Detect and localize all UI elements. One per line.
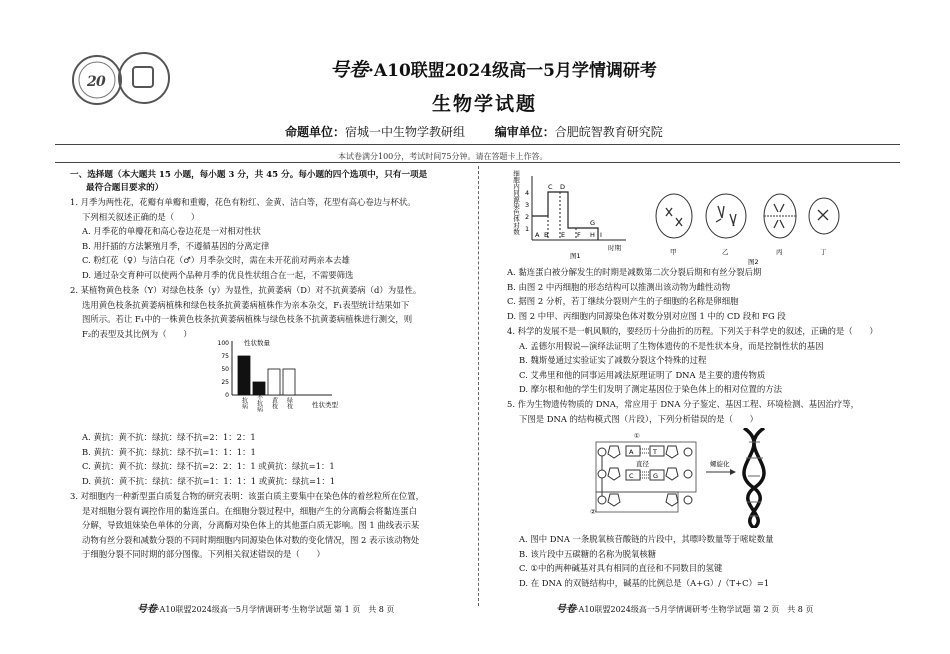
cell-label: 丙	[776, 248, 783, 256]
q2-chart-ytick: 50	[221, 366, 229, 373]
q2-chart-bar	[268, 369, 280, 395]
q2-option-a: A. 黄抗：黄不抗：绿抗：绿不抗=2：1：2：1	[82, 432, 256, 442]
q2-chart-ytick: 25	[221, 379, 229, 386]
q1-option-c: C. 粉红花（♀）与洁白花（♂）月季杂交时，需在未开花前对两亲本去雄	[82, 255, 350, 266]
q2-line: 选用黄色枝条抗黄萎病植株和绿色枝条抗黄萎病植株作为亲本杂交，F₁表型统计结果如下	[82, 299, 410, 310]
fig1-ylabel: 细胞内同源染色体对数	[512, 170, 520, 235]
q3-line: 是对细胞分裂有调控作用的黏连蛋白。在细胞分裂过程中，细胞产生的分离酶会将黏连蛋白	[82, 505, 417, 516]
q5-line: 5. 作为生物遗传物质的 DNA，常应用于 DNA 分子鉴定、基因工程、环境检测、基因治疗等，	[507, 399, 859, 409]
dna-structure-figure	[588, 428, 788, 528]
cell-ding	[809, 198, 839, 256]
fig1-point: B	[544, 231, 549, 239]
fig1-point: C	[548, 183, 553, 191]
q3-line: 3. 对细胞内一种新型蛋白质复合物的研究表明：该蛋白质主要集中在染色体的着丝粒所在位置，	[70, 491, 425, 501]
figure-2-cells	[652, 186, 842, 266]
dna-label-2: ②	[590, 508, 596, 516]
cell-jia	[656, 194, 692, 256]
footer-right	[556, 600, 813, 615]
q5-stem: 下图是 DNA 的结构模式图（片段），下列分析错误的是（ ）	[519, 413, 758, 424]
base-t: T	[653, 448, 657, 456]
svg-text:0: 0	[96, 74, 106, 90]
q5-option-a: A. 图中 DNA 一条脱氧核苷酸链的片段中，其嘌呤数量等于嘧啶数量	[519, 534, 774, 544]
column-divider	[478, 166, 479, 606]
dna-left-strand	[598, 446, 620, 506]
fig1-point: E	[561, 231, 566, 239]
q3-option-c: C. 据图 2 分析，若丁继续分裂则产生的子细胞的名称是卵细胞	[507, 296, 739, 307]
q1-stem: 下列相关叙述正确的是（ ）	[82, 211, 200, 222]
q5-options	[519, 532, 774, 590]
q4-option-c: C. 艾弗里和他的同事运用减法原理证明了 DNA 是主要的遗传物质	[519, 369, 766, 380]
unit-line	[285, 123, 663, 140]
question-1	[70, 195, 416, 283]
base-c: C	[629, 472, 634, 480]
q5-option-c: C. ①中的两种碱基对具有相同的直径和不同数目的氢键	[519, 563, 723, 574]
q2-options	[82, 430, 335, 488]
fig1-point: F	[577, 231, 581, 239]
q2-option-b: B. 黄抗：黄不抗：绿抗：绿不抗=1：1：1：1	[82, 446, 256, 457]
section-heading: 一、选择题（本大题共 15 小题，每小题 3 分，共 45 分。每小题的四个选项中，只有一项是	[70, 170, 428, 180]
q2-option-d: D. 黄抗：黄不抗：绿抗：绿不抗=1：1：1：1 或黄抗：绿抗=1：1	[82, 475, 336, 486]
header-rule-top	[55, 144, 900, 145]
q4-stem: 4. 科学的发展不是一帆风顺的，要经历十分曲折的历程。下列关于科学史的叙述，正确的是（ ）	[507, 326, 878, 336]
q3-stem: 于细胞分裂不同时期的部分图像。下列相关叙述错误的是（ ）	[82, 549, 325, 560]
q3-option-b: B. 由图 2 中丙细胞的形态结构可以推测出该动物为雌性动物	[507, 281, 731, 292]
exam-note: 本试卷满分100分，考试时间75分钟。请在答题卡上作答。	[338, 152, 548, 161]
editor-label: 编审单位：	[494, 125, 555, 139]
author-unit: 宿城一中生物学教研组	[345, 125, 466, 139]
q2-chart-ylabel: 性状数量	[244, 339, 270, 347]
q3-line: 动物有丝分裂和减数分裂的不同时期细胞内同源染色体对数的变化情况，图 2 表示该动物处	[82, 534, 420, 545]
cell-label: 丁	[820, 248, 827, 256]
fig1-xlabel: 时期	[608, 244, 621, 252]
cell-bing	[764, 194, 796, 256]
q3-option-d: D. 图 2 中甲、丙细胞内同源染色体对数分别对应图 1 中的 CD 段和 FG 段	[507, 310, 786, 321]
cell-label: 甲	[670, 248, 677, 256]
subject-title: 生物学试题	[432, 93, 538, 115]
base-g: G	[653, 472, 659, 480]
q1-option-a: A. 月季花的单瓣花和高心卷边花是一对相对性状	[82, 226, 261, 237]
fig1-point: G	[590, 219, 596, 227]
q3-option-a: A. 黏连蛋白被分解发生的时期是减数第二次分裂后期和有丝分裂后期	[507, 267, 762, 277]
fig2-caption: 图2	[748, 258, 759, 266]
q4-option-b: B. 魏斯曼通过实验证实了减数分裂这个特殊的过程	[519, 355, 707, 366]
q4-option-d: D. 摩尔根和他的学生们发明了测定基因位于染色体上的相对位置的方法	[519, 384, 782, 395]
cell-yi	[706, 194, 746, 256]
q2-line: 图所示。若让 F₁中的一株黄色枝条抗黄萎病植株与绿色枝条不抗黄萎病植株进行测交，则	[82, 314, 413, 325]
q2-chart-bar	[238, 356, 250, 395]
fig1-ytick: 1	[525, 225, 530, 233]
q2-chart-xlabel: 性状类型	[312, 401, 338, 409]
q5-option-d: D. 在 DNA 的双链结构中，碱基的比例总是（A+G）/（T+C）=1	[519, 577, 770, 588]
q1-line: 1. 月季为两性花，花瓣有单瓣和重瓣，花色有粉红、金黄、洁白等，花型有高心卷边与杯状。	[70, 197, 416, 207]
q4-option-a: A. 孟德尔用假说—演绎法证明了生物体遗传的不是性状本身，而是控制性状的基因	[519, 340, 824, 351]
q2-chart-ytick: 75	[221, 353, 229, 360]
cell-label: 乙	[722, 248, 729, 256]
q2-chart-ytick: 100	[217, 340, 229, 347]
logo-mark-icon	[132, 66, 154, 88]
q3-line: 分解，导致姐妹染色单体的分离，分离酶对染色体上的其他蛋白质无影响。图 1 曲线表示某	[82, 520, 420, 531]
author-label: 命题单位：	[285, 125, 346, 139]
q2-stem: F₂的表型及其比例为（ ）	[82, 328, 192, 339]
q2-option-c: C. 黄抗：黄不抗：绿抗：绿不抗=2：2：1：1 或黄抗：绿抗=1：1	[82, 461, 335, 472]
header-rule-bottom	[55, 162, 900, 163]
q5-option-b: B. 该片段中五碳糖的名称为脱氧核糖	[519, 548, 657, 559]
exam-title-text: ·A10联盟2024级高一5月学情调研考	[368, 61, 657, 81]
exam-title	[330, 55, 657, 82]
section-heading-cont: 最符合题目要求的）	[86, 183, 164, 193]
spiral-label: 螺旋化	[710, 460, 730, 468]
question-4	[507, 324, 878, 397]
fig1-point: I	[600, 231, 602, 239]
dna-diameter-label: 直径	[636, 460, 649, 468]
q2-bar-chart	[210, 335, 360, 425]
fig1-caption: 图1	[570, 252, 581, 260]
q2-chart-bar	[283, 369, 295, 395]
education-logo	[118, 52, 170, 104]
seal-icon	[74, 57, 120, 103]
question-5	[507, 397, 859, 426]
q1-option-b: B. 用扦插的方法繁殖月季，不遵循基因的分离定律	[82, 240, 270, 251]
fig1-point: A	[535, 231, 540, 239]
fig1-point: D	[560, 183, 566, 191]
question-2	[70, 283, 421, 341]
base-a: A	[629, 448, 634, 456]
footer-right-text: ·A10联盟2024级高一5月学情调研考·生物学试题 第 2 页 共 8 页	[576, 605, 814, 614]
question-3	[70, 489, 424, 562]
footer-brand: 号卷	[137, 604, 157, 615]
figure-1-graph	[508, 168, 638, 260]
svg-text:2: 2	[87, 74, 97, 90]
brand-mark: 号卷	[330, 59, 369, 81]
q1-option-d: D. 通过杂交育种可以使两个品种月季的优良性状组合在一起，不需要筛选	[82, 269, 354, 280]
q2-chart-category-label: 不抗病	[255, 394, 263, 412]
school-seal-logo	[72, 55, 122, 105]
footer-left-text: ·A10联盟2024级高一5月学情调研考·生物学试题 第 1 页 共 8 页	[157, 605, 395, 614]
q2-chart-category-label: 绿枝	[285, 397, 293, 409]
q2-chart-ytick: 0	[225, 392, 229, 399]
fig1-point: H	[590, 231, 595, 239]
q2-chart-category-label: 抗病	[240, 397, 248, 409]
q2-chart-category-label: 黄枝	[270, 397, 278, 409]
footer-left	[137, 600, 394, 615]
q2-line: 2. 某植物黄色枝条（Y）对绿色枝条（y）为显性，抗黄萎病（D）对不抗黄萎病（d）为显性。	[70, 285, 422, 295]
q3-options	[507, 265, 786, 323]
editor-unit: 合肥皖智教育研究院	[554, 125, 663, 139]
footer-brand: 号卷	[556, 604, 576, 615]
fig1-ytick: 2	[525, 213, 530, 221]
dna-right-strand	[666, 446, 692, 506]
fig1-ytick: 3	[525, 201, 530, 209]
fig1-ytick: 4	[525, 189, 530, 197]
double-helix-icon	[744, 428, 764, 528]
dna-label-1: ①	[634, 432, 640, 440]
